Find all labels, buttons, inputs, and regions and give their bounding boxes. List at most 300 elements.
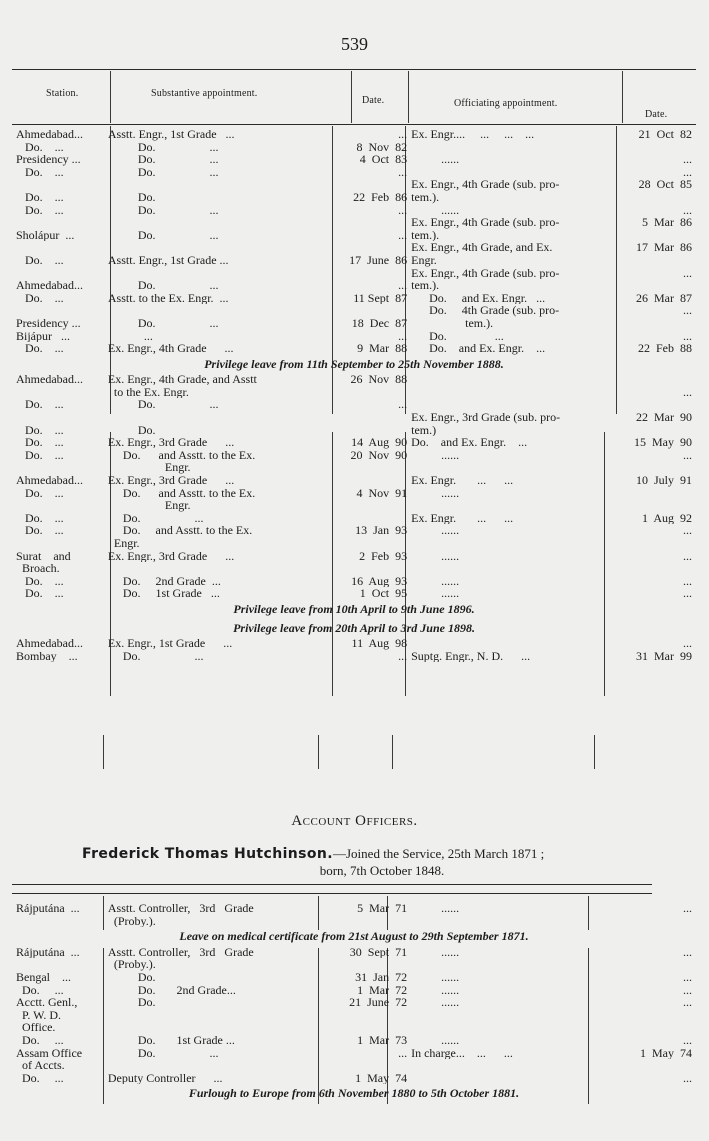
officiating-cell: Do. ...	[411, 329, 504, 343]
officiating-cell: ......	[411, 574, 460, 588]
date-cell: ...	[398, 279, 408, 292]
substantive-cell: Do. and Asstt. to the Ex.	[107, 524, 253, 537]
officiating-date-cell: ...	[683, 153, 692, 166]
officiating-cell: In charge... ... ...	[411, 1046, 513, 1060]
date-cell	[333, 915, 410, 928]
officiating-date-cell: 21 Oct 82	[638, 128, 692, 141]
column-rule	[103, 735, 104, 769]
station-cell: Rájputána ...	[16, 902, 80, 915]
officiating-date-cell	[620, 398, 694, 411]
substantive-cell: Do. 2nd Grade...	[107, 983, 236, 997]
header-bottom-rule	[12, 124, 696, 125]
header-divider	[408, 71, 409, 123]
officiating-cell: ......	[411, 203, 460, 217]
officiating-date-cell	[620, 229, 694, 242]
leave-note: Leave on medical certificate from 21st August to 29th September 1871.	[179, 929, 529, 944]
officiating-cell: Do. and Ex. Engr. ...	[411, 342, 546, 355]
station-cell: Do. ...	[16, 587, 64, 600]
station-cell: Surat and	[16, 549, 71, 563]
table-row	[14, 330, 694, 343]
station-cell: Do. ...	[16, 1033, 64, 1047]
table-row	[14, 204, 694, 217]
leave-note-row	[14, 1084, 694, 1103]
officiating-date-cell: ...	[683, 587, 692, 600]
date-cell: ...	[398, 398, 408, 412]
substantive-cell: Do.	[107, 996, 156, 1009]
table-row	[14, 216, 694, 229]
officiating-date-cell: ...	[683, 448, 692, 462]
table-row	[14, 1034, 694, 1047]
officiating-date-cell: 22 Mar 90	[636, 411, 692, 424]
date-cell: ...	[398, 228, 408, 242]
substantive-cell: Do. ...	[107, 511, 204, 525]
station-cell	[14, 411, 106, 424]
date-cell: 17 June 86	[349, 253, 408, 267]
officiating-cell	[409, 461, 620, 474]
officiating-cell: ......	[411, 486, 460, 500]
leave-note: Privilege leave from 11th September to 25th November 1888.	[204, 356, 504, 371]
officiating-cell: Ex. Engr. ... ...	[411, 511, 514, 525]
officiating-date-cell: 15 May 90	[634, 436, 692, 449]
substantive-cell: Do. ...	[107, 1046, 219, 1060]
leave-note: Privilege leave from 20th April to 3rd June 1898.	[233, 620, 475, 635]
date-cell: 26 Nov 88	[350, 373, 408, 386]
officiating-date-cell	[620, 191, 694, 204]
table-row	[14, 902, 694, 915]
officiating-cell	[409, 915, 620, 928]
header-officiating: Officiating appointment.	[454, 98, 558, 109]
table-row	[14, 128, 694, 141]
station-cell: Sholápur ...	[16, 228, 75, 242]
officiating-cell: ......	[411, 1033, 460, 1047]
officiating-cell: Ex. Engr., 4th Grade (sub. pro-	[411, 216, 560, 229]
station-cell: Bombay ...	[16, 649, 78, 663]
date-cell	[333, 304, 410, 317]
table-row	[14, 279, 694, 292]
substantive-cell: Asstt. Engr., 1st Grade ...	[107, 253, 229, 267]
date-cell: ...	[398, 203, 408, 217]
station-cell	[14, 241, 106, 254]
station-cell: Do. ...	[16, 190, 64, 204]
station-cell: P. W. D.	[16, 1008, 62, 1022]
table-row	[14, 398, 694, 411]
officiating-date-cell	[620, 141, 694, 154]
date-cell	[333, 474, 410, 487]
officiating-cell	[409, 562, 620, 575]
header-top-rule	[12, 69, 696, 70]
officiating-date-cell	[620, 915, 694, 928]
date-cell: 13 Jan 93	[355, 524, 408, 537]
officiating-cell: ......	[411, 549, 460, 563]
station-cell: Do. ...	[16, 486, 64, 500]
officiating-date-cell	[620, 958, 694, 971]
officiating-cell	[409, 1021, 620, 1034]
table-row	[14, 587, 694, 600]
substantive-cell: Do. ...	[107, 279, 219, 292]
officiating-date-cell: ...	[683, 385, 692, 399]
date-cell: 21 June 72	[349, 996, 408, 1009]
station-cell: Do. ...	[16, 574, 64, 588]
officiating-cell: ......	[411, 587, 460, 600]
substantive-cell	[106, 411, 333, 424]
station-cell: Ahmedabad...	[16, 279, 83, 292]
section-rule-top	[12, 884, 652, 885]
station-cell	[14, 386, 106, 399]
date-cell	[333, 461, 410, 474]
table-row	[14, 550, 694, 563]
date-cell: 1 Mar 73	[357, 1033, 408, 1047]
table-row	[14, 292, 694, 305]
officiating-date-cell: 1 May 74	[640, 1046, 692, 1060]
substantive-cell: Do. and Asstt. to the Ex.	[107, 448, 256, 462]
date-cell: 1 May 74	[355, 1071, 408, 1085]
station-cell: Ahmedabad...	[16, 128, 83, 141]
officiating-date-cell: ...	[683, 549, 692, 563]
station-cell	[14, 216, 106, 229]
station-cell: Ahmedabad...	[16, 373, 83, 386]
officer-heading	[82, 846, 642, 879]
substantive-cell: Do.	[107, 190, 156, 204]
officiating-cell	[409, 1009, 620, 1022]
table-row	[14, 411, 694, 424]
officiating-cell: Suptg. Engr., N. D. ...	[411, 649, 531, 663]
officiating-cell	[409, 373, 620, 386]
officiating-date-cell	[620, 373, 694, 386]
table-row	[14, 153, 694, 166]
account-officer-table	[14, 902, 694, 1103]
header-divider	[351, 71, 352, 123]
station-cell: Do. ...	[16, 1071, 64, 1085]
station-cell: Do. ...	[16, 524, 64, 537]
substantive-cell: Do. ...	[107, 165, 219, 179]
date-cell: 22 Feb 86	[353, 190, 408, 204]
officiating-cell	[409, 1059, 620, 1072]
substantive-cell: Do. and Asstt. to the Ex.	[107, 486, 256, 500]
table-row	[14, 474, 694, 487]
substantive-cell: to the Ex. Engr.	[107, 385, 189, 399]
station-cell: of Accts.	[16, 1059, 65, 1072]
officiating-date-cell: ...	[683, 266, 692, 280]
substantive-cell: Ex. Engr., 1st Grade ...	[107, 637, 233, 650]
table-row	[14, 512, 694, 525]
table-row	[14, 178, 694, 191]
appointments-table-body	[14, 128, 694, 662]
officiating-date-cell: 5 Mar 86	[642, 216, 692, 229]
substantive-cell: Do. 1st Grade ...	[107, 587, 220, 600]
table-row	[14, 166, 694, 179]
date-cell	[333, 267, 410, 280]
table-row	[14, 267, 694, 280]
officiating-cell	[409, 141, 620, 154]
table-row	[14, 436, 694, 449]
officiating-date-cell	[620, 1059, 694, 1072]
station-cell: Ahmedabad...	[16, 474, 83, 487]
officiating-cell: Ex. Engr., 3rd Grade (sub. pro-	[411, 411, 561, 424]
officiating-date-cell: 28 Oct 85	[638, 178, 692, 191]
substantive-cell: Asstt. to the Ex. Engr. ...	[107, 291, 229, 305]
substantive-cell	[106, 267, 333, 280]
officiating-date-cell: ...	[683, 637, 692, 650]
date-cell: 11 Aug 98	[351, 637, 408, 650]
officiating-date-cell: ...	[683, 329, 692, 343]
date-cell: 16 Aug 93	[351, 574, 408, 588]
section-rule-bottom	[12, 893, 652, 894]
leave-note: Furlough to Europe from 6th November 1880 to 5th October 1881.	[188, 1086, 520, 1101]
table-row	[14, 650, 694, 663]
substantive-cell: Do. ...	[107, 398, 219, 412]
date-cell: ...	[398, 165, 408, 179]
appointments-table	[14, 128, 694, 662]
date-cell: 1 Mar 72	[357, 983, 408, 997]
substantive-cell: Do. ...	[107, 140, 219, 154]
station-cell	[14, 178, 106, 191]
officiating-cell	[409, 499, 620, 512]
table-row	[14, 461, 694, 474]
officiating-date-cell	[620, 461, 694, 474]
officiating-cell: Ex. Engr., 4th Grade (sub. pro-	[411, 266, 560, 280]
leave-note-row	[14, 355, 694, 374]
officiating-date-cell: ...	[683, 983, 692, 997]
officiating-cell: ......	[411, 945, 460, 959]
header-divider	[622, 71, 623, 123]
date-cell	[333, 386, 410, 399]
station-cell: Do. ...	[16, 983, 64, 997]
date-cell	[333, 411, 410, 424]
substantive-cell: Deputy Controller ...	[107, 1071, 223, 1085]
station-cell	[14, 537, 106, 550]
table-row	[14, 373, 694, 386]
table-row	[14, 499, 694, 512]
station-cell: Broach.	[16, 562, 60, 575]
table-row	[14, 537, 694, 550]
date-cell	[333, 1009, 410, 1022]
officiating-date-cell: 31 Mar 99	[636, 649, 692, 663]
station-cell: Bijápur ...	[16, 329, 70, 343]
date-cell	[333, 562, 410, 575]
officiating-cell	[409, 166, 620, 179]
substantive-cell: Ex. Engr., 3rd Grade ...	[107, 474, 235, 487]
officiating-date-cell	[620, 279, 694, 292]
date-cell: 4 Nov 91	[356, 486, 408, 500]
officiating-cell: ......	[411, 153, 460, 166]
date-cell: 8 Nov 82	[356, 140, 408, 154]
officiating-cell: Do. and Ex. Engr. ...	[411, 291, 546, 305]
officiating-cell: tem.)	[411, 423, 437, 437]
table-row	[14, 958, 694, 971]
officiating-cell: ......	[411, 996, 460, 1009]
substantive-cell: Do. ...	[107, 228, 219, 242]
station-cell: Acctt. Genl.,	[16, 996, 78, 1009]
date-cell	[333, 499, 410, 512]
officiating-cell: Do. 4th Grade (sub. pro-	[411, 304, 560, 317]
officiating-date-cell	[620, 537, 694, 550]
officiating-cell	[409, 537, 620, 550]
substantive-cell: Asstt. Controller, 3rd Grade	[107, 945, 254, 959]
table-row	[14, 1021, 694, 1034]
substantive-cell: Ex. Engr., 4th Grade ...	[107, 342, 234, 355]
substantive-cell: Do. 2nd Grade ...	[107, 574, 221, 588]
date-cell: 11 Sept 87	[353, 291, 408, 305]
column-rule	[392, 735, 393, 769]
table-row	[14, 229, 694, 242]
officiating-cell	[409, 386, 620, 399]
substantive-cell: Do.	[107, 970, 156, 984]
station-cell: Bengal ...	[16, 970, 71, 984]
officiating-date-cell	[620, 1009, 694, 1022]
station-cell: Do. ...	[16, 291, 64, 305]
officiating-cell: tem.).	[411, 228, 440, 242]
officiating-date-cell	[620, 487, 694, 500]
officiating-date-cell: 17 Mar 86	[636, 241, 692, 254]
table-row	[14, 141, 694, 154]
substantive-cell: Engr.	[107, 499, 191, 512]
date-cell: 30 Sept 71	[349, 945, 408, 959]
officiating-cell: tem.).	[411, 316, 494, 330]
officiating-date-cell: ...	[683, 1071, 692, 1085]
date-cell: 14 Aug 90	[351, 436, 408, 449]
substantive-cell: Do.	[107, 423, 156, 437]
date-cell: ...	[398, 329, 408, 343]
table-row	[14, 524, 694, 537]
station-cell	[14, 461, 106, 474]
officiating-date-cell: ...	[683, 524, 692, 537]
substantive-cell	[106, 241, 333, 254]
station-cell: Office.	[16, 1021, 56, 1034]
date-cell: 2 Feb 93	[359, 549, 408, 563]
date-cell	[333, 512, 410, 525]
officiating-cell: Ex. Engr. ... ...	[411, 474, 514, 487]
date-cell: 4 Oct 83	[359, 153, 408, 166]
date-cell: 5 Mar 71	[357, 902, 408, 915]
officiating-cell: Ex. Engr.... ... ... ...	[411, 128, 535, 141]
date-cell	[333, 1059, 410, 1072]
table-row	[14, 254, 694, 267]
substantive-cell: Ex. Engr., 3rd Grade ...	[107, 436, 235, 449]
header-substantive: Substantive appointment.	[151, 88, 258, 99]
officiating-date-cell: ...	[683, 970, 692, 984]
table-row	[14, 1009, 694, 1022]
table-row	[14, 386, 694, 399]
date-cell: ...	[398, 1046, 408, 1060]
officiating-date-cell: ...	[683, 165, 692, 179]
leave-note-row	[14, 600, 694, 619]
substantive-cell: ...	[107, 329, 153, 343]
station-cell	[14, 499, 106, 512]
substantive-cell	[106, 216, 333, 229]
date-cell	[333, 958, 410, 971]
substantive-cell: Engr.	[107, 461, 191, 475]
officiating-cell: ......	[411, 983, 460, 997]
substantive-cell	[106, 304, 333, 317]
station-cell: Rájputána ...	[16, 945, 80, 959]
leave-note-row	[14, 927, 694, 946]
officiating-date-cell	[620, 424, 694, 437]
header-station: Station.	[46, 88, 79, 99]
officiating-date-cell: ...	[683, 304, 692, 317]
officiating-cell: ......	[411, 902, 460, 915]
officiating-date-cell: ...	[683, 203, 692, 217]
officiating-date-cell: 1 Aug 92	[641, 511, 692, 525]
date-cell: 18 Dec 87	[351, 316, 408, 330]
header-divider	[110, 71, 111, 123]
officiating-date-cell	[620, 499, 694, 512]
table-row	[14, 1059, 694, 1072]
date-cell: ...	[398, 649, 408, 663]
substantive-cell	[106, 178, 333, 191]
officiating-cell: ......	[411, 448, 460, 462]
substantive-cell: Asstt. Engr., 1st Grade ...	[107, 128, 235, 141]
station-cell: Presidency ...	[16, 316, 81, 330]
officiating-date-cell	[620, 254, 694, 267]
officiating-cell: tem.).	[411, 279, 440, 292]
substantive-cell: Do. 1st Grade ...	[107, 1033, 235, 1047]
substantive-cell: Do. ...	[107, 153, 219, 166]
station-cell: Assam Office	[16, 1046, 83, 1060]
station-cell	[14, 304, 106, 317]
substantive-cell: Asstt. Controller, 3rd Grade	[107, 902, 254, 915]
table-row	[14, 915, 694, 928]
substantive-cell: (Proby.).	[107, 914, 156, 928]
officiating-date-cell	[620, 562, 694, 575]
date-cell	[333, 178, 410, 191]
station-cell	[14, 915, 106, 928]
table-row	[14, 637, 694, 650]
table-row	[14, 191, 694, 204]
header-date-2: Date.	[645, 109, 668, 120]
officiating-date-cell	[620, 1021, 694, 1034]
table-row	[14, 1047, 694, 1060]
station-cell: Do. ...	[16, 398, 64, 412]
station-cell: Do. ...	[16, 140, 64, 154]
substantive-cell: Do. ...	[107, 316, 219, 330]
table-row	[14, 304, 694, 317]
leave-note-row	[14, 619, 694, 638]
date-cell: 20 Nov 90	[350, 448, 408, 462]
station-cell: Ahmedabad...	[16, 637, 83, 650]
station-cell: Do. ...	[16, 436, 64, 449]
date-cell	[333, 424, 410, 437]
officiating-cell	[409, 1072, 620, 1085]
officiating-cell	[409, 637, 620, 650]
table-row	[14, 562, 694, 575]
officiating-date-cell: 10 July 91	[635, 474, 692, 487]
officiating-cell	[409, 398, 620, 411]
date-cell	[333, 537, 410, 550]
substantive-cell: Do. ...	[107, 649, 204, 663]
officiating-cell	[409, 958, 620, 971]
officiating-date-cell: 22 Feb 88	[638, 342, 692, 355]
substantive-cell	[106, 1059, 333, 1072]
station-cell: Do. ...	[16, 253, 64, 267]
header-date-1: Date.	[362, 95, 385, 106]
station-cell: Presidency ...	[16, 153, 81, 166]
station-cell	[14, 267, 106, 280]
officiating-date-cell: ...	[683, 574, 692, 588]
officiating-date-cell	[620, 317, 694, 330]
officiating-cell: Ex. Engr., 4th Grade (sub. pro-	[411, 178, 560, 191]
station-cell	[14, 958, 106, 971]
date-cell: 1 Oct 95	[359, 587, 408, 600]
station-cell: Do. ...	[16, 511, 64, 525]
station-cell: Do. ...	[16, 203, 64, 217]
date-cell: ...	[398, 128, 408, 141]
substantive-cell: (Proby.).	[107, 958, 156, 971]
officiating-cell: Engr.	[411, 253, 437, 267]
substantive-cell	[106, 1021, 333, 1034]
officiating-date-cell: ...	[683, 945, 692, 959]
station-cell: Do. ...	[16, 423, 64, 437]
table-row	[14, 342, 694, 355]
